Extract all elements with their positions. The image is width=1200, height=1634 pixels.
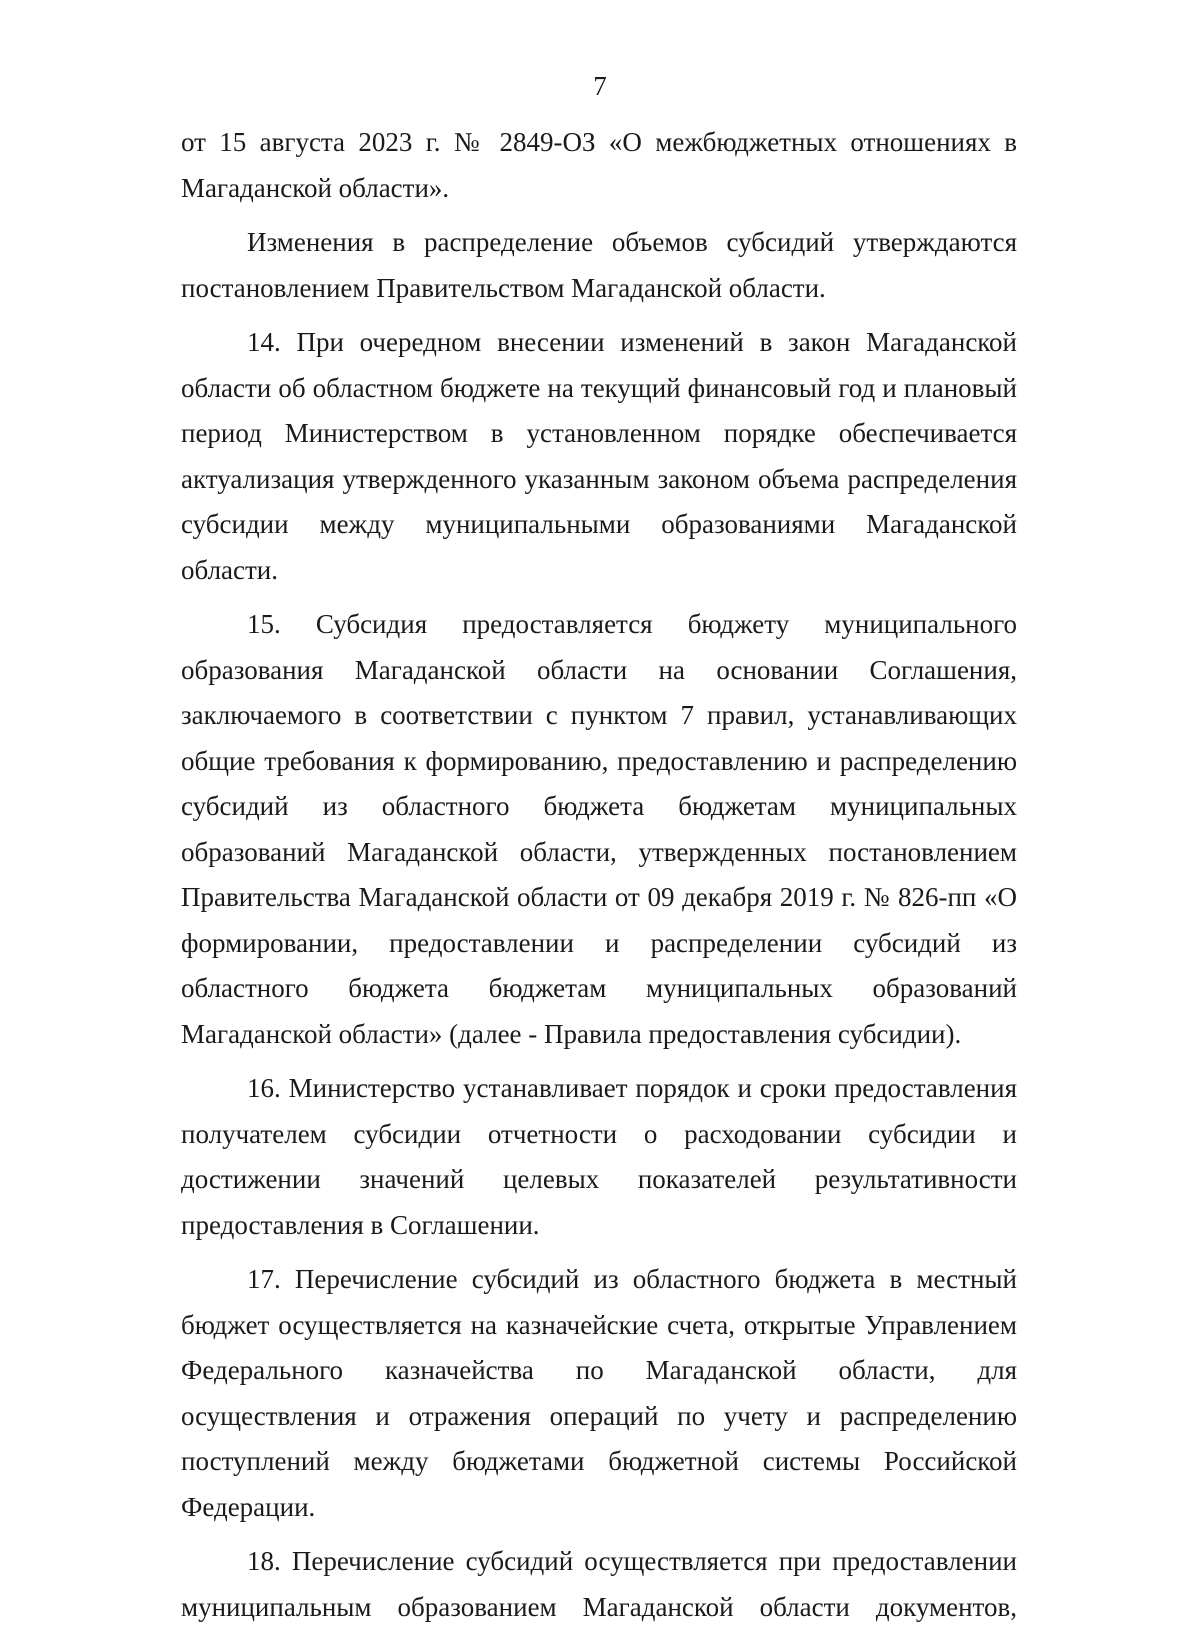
paragraph-changes: Изменения в распределение объемов субсидий утверждаются постановлением Правительством Магаданской области. — [181, 227, 1017, 303]
paragraph-continuation: от 15 августа 2023 г. № 2849-ОЗ «О межбюджетных отношениях в Магаданской области». — [181, 127, 1017, 203]
paragraph-17: 17. Перечисление субсидий из областного бюджета в местный бюджет осуществляется на казначейские счета, открытые Управлением Федерального казначейства по Магаданской области, для осуществления и отражения операций по учету и распределению поступлений между бюджетами бюджетной системы Российской Федерации. — [181, 1264, 1017, 1522]
paragraph-14: 14. При очередном внесении изменений в закон Магаданской области об областном бюджете на текущий финансовый год и плановый период Министерством в установленном порядке обеспечивается актуализация утвержденного указанным законом объема распределения субсидии между муниципальными образованиями Магаданской области. — [181, 327, 1017, 585]
paragraph-16: 16. Министерство устанавливает порядок и сроки предоставления получателем субсидии отчетности о расходовании субсидии и достижении значений целевых показателей результативности предоставления в Соглашении. — [181, 1073, 1017, 1240]
paragraph-18: 18. Перечисление субсидий осуществляется при предоставлении муниципальным образованием Магаданской области документов, — [181, 1546, 1017, 1622]
document-body — [181, 120, 1017, 1630]
page-number: 7 — [593, 71, 607, 101]
paragraph-15: 15. Субсидия предоставляется бюджету муниципального образования Магаданской области на основании Соглашения, заключаемого в соответствии с пунктом 7 правил, устанавливающих общие требования к формированию, предоставлению и распределению субсидий из областного бюджета бюджетам муниципальных образований Магаданской области, утвержденных постановлением Правительства Магаданской области от 09 декабря 2019 г. № 826-пп «О формировании, предоставлении и распределении субсидий из областного бюджета бюджетам муниципальных образований Магаданской области» (далее - Правила предоставления субсидии). — [181, 609, 1017, 1049]
